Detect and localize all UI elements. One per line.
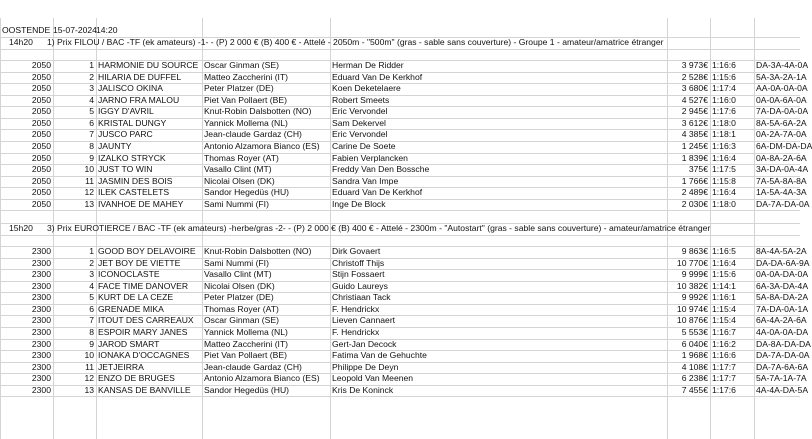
record-time-cell[interactable]: 1:16:4 — [712, 187, 736, 198]
number-cell[interactable]: 3 — [89, 269, 94, 280]
race-title-row — [0, 37, 800, 49]
number-cell[interactable]: 9 — [89, 152, 94, 163]
trainer-cell[interactable]: Gert-Jan Decock — [332, 338, 397, 349]
trainer-cell[interactable]: Kris De Koninck — [332, 384, 394, 395]
number-cell[interactable]: 10 — [84, 350, 94, 361]
trainer-cell[interactable]: Sandra Van Impe — [332, 175, 399, 186]
form-cell[interactable]: 5A-3A-2A-1A — [756, 71, 807, 82]
record-time-cell[interactable]: 1:16:1 — [712, 292, 736, 303]
earnings-cell[interactable]: 9 992€ — [681, 292, 708, 303]
record-time-cell[interactable]: 1:16:7 — [712, 326, 736, 337]
earnings-cell[interactable]: 3 680€ — [681, 83, 708, 94]
driver-cell[interactable]: Thomas Royer (AT) — [204, 152, 279, 163]
horse-name-cell[interactable]: IGGY D'AVRIL — [98, 106, 154, 117]
trainer-cell[interactable]: Koen Deketelaere — [332, 83, 401, 94]
number-cell[interactable]: 12 — [84, 373, 94, 384]
runner-row — [0, 303, 809, 316]
runner-row — [0, 257, 810, 270]
horse-name-cell[interactable]: IONAKA D'OCCAGNES — [98, 350, 190, 361]
earnings-cell[interactable]: 2 528€ — [681, 71, 708, 82]
horse-name-cell[interactable]: JUSCO PARC — [98, 129, 153, 140]
driver-cell[interactable]: Vasallo Clint (MT) — [204, 269, 272, 280]
record-time-cell[interactable]: 1:16:2 — [712, 338, 736, 349]
distance-cell[interactable]: 2050 — [31, 198, 51, 209]
distance-cell[interactable]: 2300 — [31, 292, 51, 303]
distance-cell[interactable]: 2050 — [31, 175, 51, 186]
record-time-cell[interactable]: 1:16:4 — [712, 257, 736, 268]
driver-cell[interactable]: Yannick Mollema (NL) — [204, 117, 288, 128]
record-time-cell[interactable]: 1:16:6 — [712, 60, 736, 71]
form-cell[interactable]: 0A-0A-6A-0A — [756, 94, 807, 105]
record-time-cell[interactable]: 1:15:6 — [712, 71, 736, 82]
earnings-cell[interactable]: 3 973€ — [681, 60, 708, 71]
distance-cell[interactable]: 2300 — [31, 257, 51, 268]
distance-cell[interactable]: 2050 — [31, 106, 51, 117]
form-cell[interactable]: 4A-4A-DA-5A — [756, 384, 809, 395]
horse-name-cell[interactable]: IZALKO STRYCK — [98, 152, 166, 163]
date-cell[interactable]: 15-07-2024 — [53, 25, 97, 35]
driver-cell[interactable]: Antonio Alzamora Bianco (ES) — [204, 373, 320, 384]
driver-cell[interactable]: Peter Platzer (DE) — [204, 292, 274, 303]
driver-cell[interactable]: Matteo Zaccherini (IT) — [204, 338, 289, 349]
form-cell[interactable]: DA-DA-6A-9A — [756, 257, 810, 268]
number-cell[interactable]: 1 — [89, 60, 94, 71]
horse-name-cell[interactable]: JAROD SMART — [98, 338, 160, 349]
venue-cell[interactable]: OOSTENDE — [2, 25, 51, 35]
record-time-cell[interactable]: 1:16:5 — [712, 246, 736, 257]
race-time-cell[interactable]: 14h20 — [9, 37, 33, 47]
trainer-cell[interactable]: Eduard Van De Kerkhof — [332, 71, 423, 82]
trainer-cell[interactable]: Carine De Soete — [332, 140, 396, 151]
number-cell[interactable]: 13 — [84, 198, 94, 209]
earnings-cell[interactable]: 3 612€ — [681, 117, 708, 128]
number-cell[interactable]: 1 — [89, 246, 94, 257]
trainer-cell[interactable]: Christiaan Tack — [332, 292, 391, 303]
trainer-cell[interactable]: Herman De Ridder — [332, 60, 404, 71]
distance-cell[interactable]: 2050 — [31, 152, 51, 163]
driver-cell[interactable]: Thomas Royer (AT) — [204, 303, 279, 314]
earnings-cell[interactable]: 10 974€ — [676, 303, 708, 314]
distance-cell[interactable]: 2050 — [31, 187, 51, 198]
race-title-cell[interactable]: 1) Prix FILOU / BAC -TF (ek amateurs) -1- - (P) 2 000 € (B) 400 € - Attelé - 2050m - "500m" (gras - sable sans couverture) - Groupe 1 - amateur/amatrice étranger — [47, 37, 664, 47]
number-cell[interactable]: 5 — [89, 106, 94, 117]
trainer-cell[interactable]: Eric Vervondel — [332, 106, 388, 117]
header-row — [0, 25, 800, 37]
driver-cell[interactable]: Knut-Robin Dalsbotten (NO) — [204, 246, 312, 257]
horse-name-cell[interactable]: JETJEIRRA — [98, 361, 144, 372]
record-time-cell[interactable]: 1:16:4 — [712, 152, 736, 163]
trainer-cell[interactable]: Eric Vervondel — [332, 129, 388, 140]
driver-cell[interactable]: Antonio Alzamora Bianco (ES) — [204, 140, 320, 151]
driver-cell[interactable]: Oscar Ginman (SE) — [204, 315, 279, 326]
horse-name-cell[interactable]: KANSAS DE BANVILLE — [98, 384, 191, 395]
number-cell[interactable]: 13 — [84, 384, 94, 395]
horse-name-cell[interactable]: ESPOIR MARY JANES — [98, 326, 188, 337]
trainer-cell[interactable]: Philippe De Deyn — [332, 361, 399, 372]
record-time-cell[interactable]: 1:17:6 — [712, 106, 736, 117]
earnings-cell[interactable]: 1 968€ — [681, 350, 708, 361]
distance-cell[interactable]: 2050 — [31, 94, 51, 105]
form-cell[interactable]: 3A-DA-0A-4A — [756, 164, 809, 175]
horse-name-cell[interactable]: ITOUT DES CARREAUX — [98, 315, 194, 326]
form-cell[interactable]: 8A-5A-6A-2A — [756, 117, 807, 128]
driver-cell[interactable]: Oscar Ginman (SE) — [204, 60, 279, 71]
earnings-cell[interactable]: 4 527€ — [681, 94, 708, 105]
horse-name-cell[interactable]: KURT DE LA CEZE — [98, 292, 174, 303]
trainer-cell[interactable]: Freddy Van Den Bossche — [332, 164, 430, 175]
runner-row — [0, 338, 811, 351]
runner-row — [0, 60, 809, 72]
driver-cell[interactable]: Sami Nummi (FI) — [204, 257, 269, 268]
earnings-cell[interactable]: 2 030€ — [681, 198, 708, 209]
trainer-cell[interactable]: F. Hendrickx — [332, 303, 380, 314]
runner-row — [0, 129, 807, 141]
trainer-cell[interactable]: Guido Laureys — [332, 280, 388, 291]
driver-cell[interactable]: Piet Van Pollaert (BE) — [204, 94, 287, 105]
form-cell[interactable]: DA-3A-4A-0A — [756, 60, 809, 71]
earnings-cell[interactable]: 6 238€ — [681, 373, 708, 384]
runner-row — [0, 280, 809, 293]
horse-name-cell[interactable]: JASMIN DES BOIS — [98, 175, 173, 186]
horse-name-cell[interactable]: HARMONIE DU SOURCE — [98, 60, 199, 71]
record-time-cell[interactable]: 1:17:5 — [712, 164, 736, 175]
horse-name-cell[interactable]: GRENADE MIKA — [98, 303, 164, 314]
runner-row — [0, 140, 812, 153]
distance-cell[interactable]: 2300 — [31, 361, 51, 372]
form-cell[interactable]: 0A-0A-DA-0A — [756, 269, 809, 280]
distance-cell[interactable]: 2050 — [31, 83, 51, 94]
time-cell[interactable]: 14:20 — [96, 25, 118, 35]
form-cell[interactable]: 0A-2A-7A-0A — [756, 129, 807, 140]
form-cell[interactable]: 7A-DA-0A-0A — [756, 106, 809, 117]
earnings-cell[interactable]: 9 863€ — [681, 246, 708, 257]
form-cell[interactable]: 6A-DM-DA-DA — [756, 140, 812, 151]
form-cell[interactable]: 0A-8A-2A-6A — [756, 152, 807, 163]
runner-row — [0, 117, 807, 130]
runner-row — [0, 361, 809, 374]
number-cell[interactable]: 12 — [84, 187, 94, 198]
record-time-cell[interactable]: 1:16:0 — [712, 94, 736, 105]
record-time-cell[interactable]: 1:17:6 — [712, 384, 736, 395]
form-cell[interactable]: DA-7A-DA-0A — [756, 198, 810, 209]
earnings-cell[interactable]: 10 382€ — [676, 280, 708, 291]
record-time-cell[interactable]: 1:17:7 — [712, 361, 736, 372]
record-time-cell[interactable]: 1:15:4 — [712, 315, 736, 326]
form-cell[interactable]: 4A-0A-0A-DA — [756, 326, 809, 337]
driver-cell[interactable]: Piet Van Pollaert (BE) — [204, 350, 287, 361]
record-time-cell[interactable]: 1:15:8 — [712, 175, 736, 186]
driver-cell[interactable]: Yannick Mollema (NL) — [204, 326, 288, 337]
earnings-cell[interactable]: 7 455€ — [681, 384, 708, 395]
earnings-cell[interactable]: 1 766€ — [681, 175, 708, 186]
earnings-cell[interactable]: 2 945€ — [681, 106, 708, 117]
distance-cell[interactable]: 2050 — [31, 71, 51, 82]
driver-cell[interactable]: Vasallo Clint (MT) — [204, 164, 272, 175]
driver-cell[interactable]: Peter Platzer (DE) — [204, 83, 274, 94]
horse-name-cell[interactable]: GOOD BOY DELAVOIRE — [98, 246, 196, 257]
number-cell[interactable]: 8 — [89, 326, 94, 337]
record-time-cell[interactable]: 1:14:1 — [712, 280, 736, 291]
number-cell[interactable]: 6 — [89, 303, 94, 314]
earnings-cell[interactable]: 2 489€ — [681, 187, 708, 198]
trainer-cell[interactable]: Lieven Cannaert — [332, 315, 396, 326]
number-cell[interactable]: 10 — [84, 164, 94, 175]
trainer-cell[interactable]: Eduard Van De Kerkhof — [332, 187, 423, 198]
distance-cell[interactable]: 2300 — [31, 315, 51, 326]
number-cell[interactable]: 5 — [89, 292, 94, 303]
trainer-cell[interactable]: Sam Dekervel — [332, 117, 386, 128]
horse-name-cell[interactable]: JET BOY DE VIETTE — [98, 257, 181, 268]
trainer-cell[interactable]: Inge De Block — [332, 198, 386, 209]
number-cell[interactable]: 2 — [89, 257, 94, 268]
driver-cell[interactable]: Sandor Hegedüs (HU) — [204, 187, 290, 198]
driver-cell[interactable]: Jean-claude Gardaz (CH) — [204, 129, 302, 140]
record-time-cell[interactable]: 1:15:4 — [712, 303, 736, 314]
earnings-cell[interactable]: 4 108€ — [681, 361, 708, 372]
form-cell[interactable]: 5A-7A-1A-7A — [756, 373, 807, 384]
driver-cell[interactable]: Knut-Robin Dalsbotten (NO) — [204, 106, 312, 117]
distance-cell[interactable]: 2050 — [31, 60, 51, 71]
earnings-cell[interactable]: 6 040€ — [681, 338, 708, 349]
runner-row — [0, 269, 809, 281]
runner-row — [0, 94, 807, 107]
earnings-cell[interactable]: 5 553€ — [681, 326, 708, 337]
runner-row — [0, 198, 810, 211]
earnings-cell[interactable]: 4 385€ — [681, 129, 708, 140]
earnings-cell[interactable]: 9 999€ — [681, 269, 708, 280]
trainer-cell[interactable]: Dirk Govaert — [332, 246, 381, 257]
distance-cell[interactable]: 2300 — [31, 373, 51, 384]
record-time-cell[interactable]: 1:18:0 — [712, 117, 736, 128]
form-cell[interactable]: DA-7A-DA-0A — [756, 350, 810, 361]
top-bar — [0, 0, 800, 18]
number-cell[interactable]: 8 — [89, 140, 94, 151]
runner-row — [0, 164, 809, 176]
earnings-cell[interactable]: 10 876€ — [676, 315, 708, 326]
trainer-cell[interactable]: F. Hendrickx — [332, 326, 380, 337]
runner-row — [0, 292, 809, 304]
distance-cell[interactable]: 2050 — [31, 164, 51, 175]
record-time-cell[interactable]: 1:17:7 — [712, 373, 736, 384]
number-cell[interactable]: 7 — [89, 315, 94, 326]
trainer-cell[interactable]: Leopold Van Meenen — [332, 373, 414, 384]
distance-cell[interactable]: 2300 — [31, 350, 51, 361]
driver-cell[interactable]: Nicolai Olsen (DK) — [204, 280, 275, 291]
distance-cell[interactable]: 2300 — [31, 384, 51, 395]
trainer-cell[interactable]: Stijn Fossaert — [332, 269, 385, 280]
trainer-cell[interactable]: Christoff Thijs — [332, 257, 385, 268]
distance-cell[interactable]: 2050 — [31, 129, 51, 140]
distance-cell[interactable]: 2300 — [31, 338, 51, 349]
driver-cell[interactable]: Nicolai Olsen (DK) — [204, 175, 275, 186]
record-time-cell[interactable]: 1:16:3 — [712, 140, 736, 151]
form-cell[interactable]: 7A-5A-8A-8A — [756, 175, 807, 186]
earnings-cell[interactable]: 1 245€ — [681, 140, 708, 151]
distance-cell[interactable]: 2300 — [31, 303, 51, 314]
distance-cell[interactable]: 2300 — [31, 246, 51, 257]
distance-cell[interactable]: 2300 — [31, 280, 51, 291]
trainer-cell[interactable]: Fabien Verplancken — [332, 152, 408, 163]
earnings-cell[interactable]: 375€ — [688, 164, 708, 175]
distance-cell[interactable]: 2300 — [31, 326, 51, 337]
horse-name-cell[interactable]: IVANHOE DE MAHEY — [98, 198, 184, 209]
number-cell[interactable]: 11 — [85, 361, 94, 372]
record-time-cell[interactable]: 1:18:1 — [712, 129, 736, 140]
number-cell[interactable]: 11 — [85, 175, 94, 186]
earnings-cell[interactable]: 10 770€ — [676, 257, 708, 268]
runner-row — [0, 326, 809, 339]
record-time-cell[interactable]: 1:15:6 — [712, 269, 736, 280]
runner-row — [0, 246, 807, 258]
record-time-cell[interactable]: 1:16:6 — [712, 350, 736, 361]
trainer-cell[interactable]: Robert Smeets — [332, 94, 390, 105]
number-cell[interactable]: 4 — [89, 94, 94, 105]
runner-row — [0, 187, 807, 199]
horse-name-cell[interactable]: ICONOCLASTE — [98, 269, 160, 280]
record-time-cell[interactable]: 1:17:4 — [712, 83, 736, 94]
horse-name-cell[interactable]: JUST TO WIN — [98, 164, 153, 175]
horse-name-cell[interactable]: JALISCO OKINA — [98, 83, 163, 94]
number-cell[interactable]: 6 — [89, 117, 94, 128]
form-cell[interactable]: 8A-4A-5A-2A — [756, 246, 807, 257]
distance-cell[interactable]: 2050 — [31, 117, 51, 128]
distance-cell[interactable]: 2050 — [31, 140, 51, 151]
number-cell[interactable]: 7 — [89, 129, 94, 140]
horse-name-cell[interactable]: ILEK CASTELETS — [98, 187, 170, 198]
driver-cell[interactable]: Jean-claude Gardaz (CH) — [204, 361, 302, 372]
number-cell[interactable]: 2 — [89, 71, 94, 82]
horse-name-cell[interactable]: FACE TIME DANOVER — [98, 280, 189, 291]
number-cell[interactable]: 3 — [89, 83, 94, 94]
trainer-cell[interactable]: Fatima Van de Gehuchte — [332, 350, 427, 361]
form-cell[interactable]: 7A-DA-0A-1A — [756, 303, 809, 314]
form-cell[interactable]: 6A-4A-2A-6A — [756, 315, 807, 326]
form-cell[interactable]: 1A-5A-4A-3A — [756, 187, 807, 198]
runner-row — [0, 384, 809, 397]
number-cell[interactable]: 9 — [89, 338, 94, 349]
runner-row — [0, 175, 807, 188]
number-cell[interactable]: 4 — [89, 280, 94, 291]
earnings-cell[interactable]: 1 839€ — [681, 152, 708, 163]
driver-cell[interactable]: Sandor Hegedüs (HU) — [204, 384, 290, 395]
horse-name-cell[interactable]: HILARIA DE DUFFEL — [98, 71, 182, 82]
form-cell[interactable]: 6A-3A-DA-4A — [756, 280, 809, 291]
runner-row — [0, 152, 807, 165]
horse-name-cell[interactable]: JAUNTY — [98, 140, 132, 151]
race-title-cell[interactable]: 3) Prix EUROTIERCE / BAC -TF (ek amateurs) -herbe/gras -2- - (P) 2 000 € (B) 400 € - Attelé - 2300m - "Autostart" (gras - sable sans couverture) - amateur/amatrice étranger — [47, 223, 711, 233]
race-time-cell[interactable]: 15h20 — [9, 223, 33, 233]
runner-row — [0, 83, 808, 95]
form-cell[interactable]: AA-0A-0A-0A — [756, 83, 808, 94]
driver-cell[interactable]: Matteo Zaccherini (IT) — [204, 71, 289, 82]
runner-row — [0, 106, 809, 118]
runner-row — [0, 315, 807, 327]
driver-cell[interactable]: Sami Nummi (FI) — [204, 198, 269, 209]
horse-name-cell[interactable]: JARNO FRA MALOU — [98, 94, 180, 105]
record-time-cell[interactable]: 1:18:0 — [712, 198, 736, 209]
form-cell[interactable]: DA-8A-DA-DA — [756, 338, 811, 349]
race-title-row — [0, 223, 800, 235]
runner-row — [0, 373, 807, 385]
horse-name-cell[interactable]: KRISTAL DUNGY — [98, 117, 167, 128]
horse-name-cell[interactable]: ENZO DE BRUGES — [98, 373, 175, 384]
runner-row — [0, 350, 810, 362]
distance-cell[interactable]: 2300 — [31, 269, 51, 280]
runner-row — [0, 71, 807, 84]
form-cell[interactable]: DA-7A-6A-6A — [756, 361, 809, 372]
form-cell[interactable]: 5A-8A-DA-2A — [756, 292, 809, 303]
